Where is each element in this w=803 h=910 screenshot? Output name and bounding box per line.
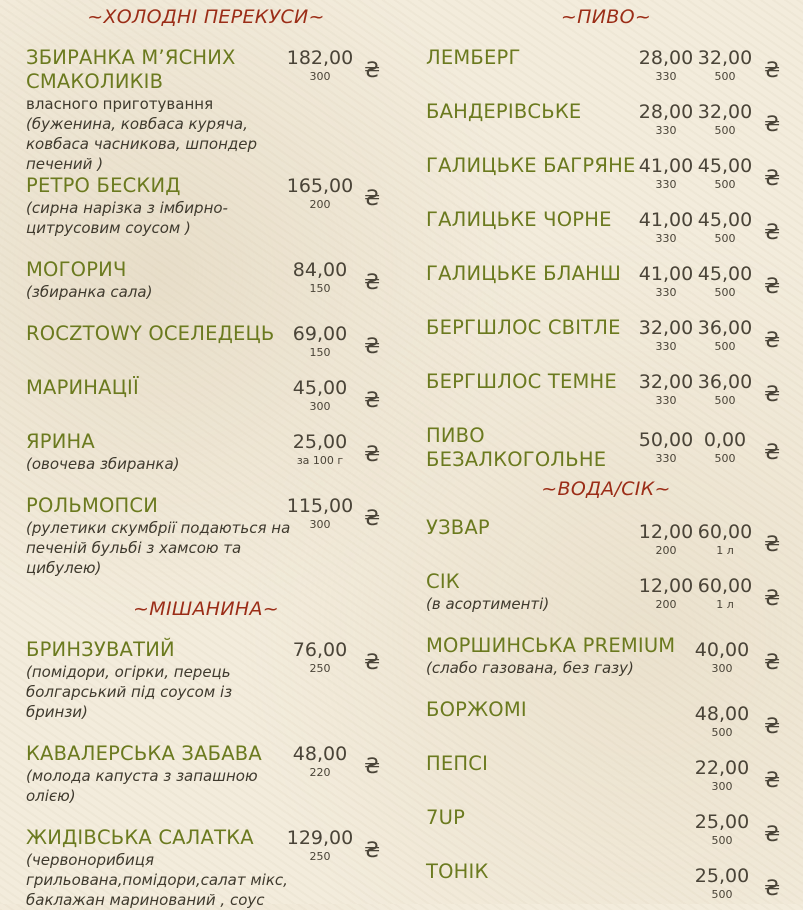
item-price: 48,00 500 [694,703,750,739]
menu-item [426,316,786,353]
hryvnia-icon: ₴ [764,714,781,738]
item-name: МОРШИНСЬКА PREMIUM [426,634,676,657]
menu-item [426,806,786,847]
hryvnia-icon: ₴ [764,768,781,792]
item-name: ГАЛИЦЬКЕ ЧОРНЕ [426,208,612,231]
item-price-small: 41,00 330 [638,209,694,245]
item-description: (збиранка сала) [26,283,153,301]
item-description: (слабо газована, без газу) [426,659,634,677]
menu-item [26,638,386,722]
item-price: 129,00 250 [286,827,354,863]
hryvnia-icon: ₴ [764,112,781,136]
hryvnia-icon: ₴ [364,388,381,412]
item-price-small: 50,00 330 [638,429,694,465]
item-description: (рулетики скумбрії подаються на печеній бульбі з хамсою та цибулею) [26,519,291,577]
item-name: ЖИДІВСЬКА САЛАТКА [26,826,254,849]
item-price-large: 32,00 500 [697,101,753,137]
hryvnia-icon: ₴ [364,58,381,82]
item-price: 45,00 300 [292,377,348,413]
item-name: ПИВО БЕЗАЛКОГОЛЬНЕ [426,424,607,471]
item-name: ТОНІК [426,860,489,883]
item-description: (буженина, ковбаса куряча, ковбаса часникова, шпондер печений ) [26,115,258,173]
menu-item [26,430,386,474]
item-price: 25,00 за 100 г [292,431,348,467]
menu-item [26,174,386,238]
item-subtitle: власного приготування [26,95,214,113]
section-title-water: ~ВОДА/СІК~ [541,478,671,500]
item-name: МОГОРИЧ [26,258,127,281]
item-name: ЗБИРАНКА М’ЯСНИХ СМАКОЛИКІВ [26,46,236,93]
item-description: (червонорибиця грильована,помідори,салат мікс, баклажан маринований , соус [26,851,288,909]
hryvnia-icon: ₴ [764,58,781,82]
hryvnia-icon: ₴ [364,650,381,674]
hryvnia-icon: ₴ [364,186,381,210]
hryvnia-icon: ₴ [764,650,781,674]
item-price-large: 60,00 1 л [697,575,753,611]
item-price: 48,00 220 [292,743,348,779]
hryvnia-icon: ₴ [764,876,781,900]
item-description: (в асортименті) [426,595,550,613]
menu-item [426,370,786,407]
menu-item [426,208,786,245]
hryvnia-icon: ₴ [764,328,781,352]
hryvnia-icon: ₴ [764,440,781,464]
item-price-small: 41,00 330 [638,263,694,299]
item-price: 115,00 300 [286,495,354,531]
item-price: 69,00 150 [292,323,348,359]
item-price-large: 45,00 500 [697,263,753,299]
menu-item [426,752,786,793]
item-name: БАНДЕРІВСЬКЕ [426,100,582,123]
item-name: УЗВАР [426,516,490,539]
hryvnia-icon: ₴ [764,382,781,406]
item-price: 182,00 300 [286,47,354,83]
section-title-mix: ~МІШАНИНА~ [133,598,279,620]
section-title-cold: ~ХОЛОДНІ ПЕРЕКУСИ~ [87,6,325,28]
item-description: (овочева збиранка) [26,455,180,473]
menu-item [26,322,386,359]
item-name: БЕРГШЛОС ТЕМНЕ [426,370,617,393]
item-name: 7UP [426,806,466,829]
item-price: 84,00 150 [292,259,348,295]
menu-item [426,860,786,901]
menu-item [26,258,386,302]
item-price-small: 28,00 330 [638,101,694,137]
hryvnia-icon: ₴ [764,220,781,244]
menu-item [26,742,386,806]
item-name: МАРИНАЦІЇ [26,376,139,399]
item-price-small: 32,00 330 [638,317,694,353]
hryvnia-icon: ₴ [364,270,381,294]
item-description: (сирна нарізка з імбирно-цитрусовим соусом ) [26,199,228,237]
hryvnia-icon: ₴ [764,166,781,190]
menu-item [26,376,386,413]
hryvnia-icon: ₴ [364,442,381,466]
item-name: БРИНЗУВАТИЙ [26,638,175,661]
item-price: 22,00 300 [694,757,750,793]
item-price-large: 36,00 500 [697,371,753,407]
hryvnia-icon: ₴ [364,838,381,862]
menu-item [426,154,786,191]
hryvnia-icon: ₴ [364,506,381,530]
item-name: БЕРГШЛОС СВІТЛЕ [426,316,621,339]
item-price-large: 45,00 500 [697,155,753,191]
item-name: ЛЕМБЕРГ [426,46,521,69]
menu-item [426,516,786,557]
item-name: ГАЛИЦЬКЕ БАГРЯНЕ [426,154,636,177]
item-price: 40,00 300 [694,639,750,675]
menu-item [426,698,786,739]
item-price-large: 36,00 500 [697,317,753,353]
menu-item [26,826,386,910]
item-price: 76,00 250 [292,639,348,675]
item-name: РЕТРО БЕСКИД [26,174,181,197]
menu-item [426,46,786,83]
menu-item [426,262,786,299]
item-name: БОРЖОМІ [426,698,527,721]
item-description: (молода капуста з запашною олією) [26,767,258,805]
menu-item [426,634,786,678]
item-name: ЯРИНА [26,430,95,453]
hryvnia-icon: ₴ [764,532,781,556]
item-name: СІК [426,570,460,593]
menu-item [426,100,786,137]
menu-item [426,424,786,472]
hryvnia-icon: ₴ [764,822,781,846]
item-price-large: 0,00 500 [703,429,747,465]
hryvnia-icon: ₴ [764,586,781,610]
item-name: РОЛЬМОПСИ [26,494,158,517]
item-description: (помідори, огірки, перець болгарський під соусом із бринзи) [26,663,233,721]
item-price-small: 12,00 200 [638,521,694,557]
item-price-large: 60,00 1 л [697,521,753,557]
item-price-small: 32,00 330 [638,371,694,407]
item-price-small: 12,00 200 [638,575,694,611]
item-price: 25,00 500 [694,865,750,901]
item-name: ГАЛИЦЬКЕ БЛАНШ [426,262,622,285]
hryvnia-icon: ₴ [364,334,381,358]
item-name: ROCZTOWY ОСЕЛЕДЕЦЬ [26,322,275,345]
item-price-large: 32,00 500 [697,47,753,83]
menu-item [26,494,386,578]
hryvnia-icon: ₴ [364,754,381,778]
item-price-small: 28,00 330 [638,47,694,83]
menu-item [26,46,386,174]
hryvnia-icon: ₴ [764,274,781,298]
item-price: 165,00 200 [286,175,354,211]
menu-item [426,570,786,614]
item-name: ПЕПСІ [426,752,489,775]
item-price-large: 45,00 500 [697,209,753,245]
item-name: КАВАЛЕРСЬКА ЗАБАВА [26,742,262,765]
item-price-small: 41,00 330 [638,155,694,191]
item-price: 25,00 500 [694,811,750,847]
section-title-beer: ~ПИВО~ [560,6,652,28]
